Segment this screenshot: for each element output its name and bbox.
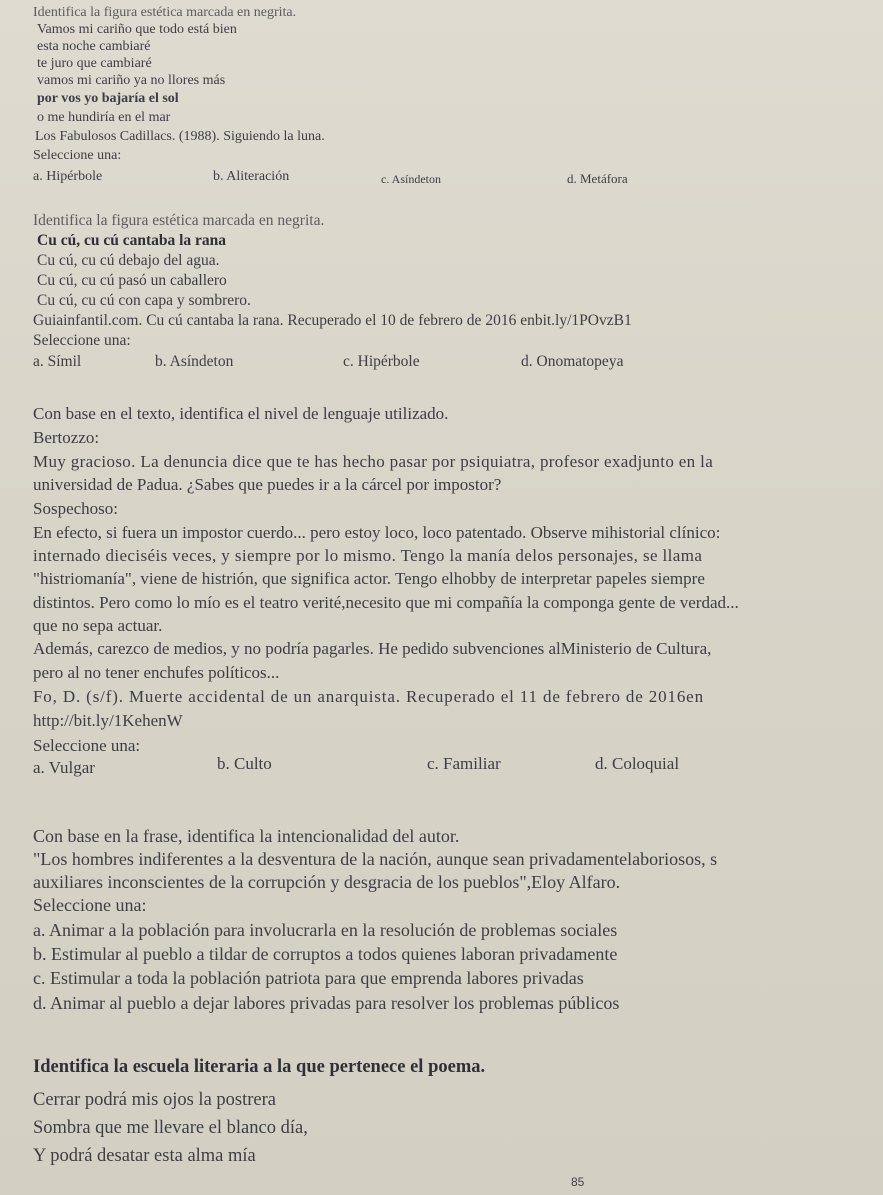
q4-option-a[interactable]: a. Animar a la población para involucrarla en la resolución de problemas sociales	[33, 920, 618, 940]
q3-text-1-line-1: Muy gracioso. La denuncia dice que te has hecho pasar por psiquiatra, profesor exadjunto en la	[33, 452, 714, 471]
q1-line-5-bold: por vos yo bajaría el sol	[37, 91, 179, 106]
q2-source: Guiainfantil.com. Cu cú cantaba la rana. Recuperado el 10 de febrero de 2016 enbit.ly/1POvzB1	[33, 312, 632, 329]
q3-text-2-line-2: internado dieciséis veces, y siempre por lo mismo. Tengo la manía delos personajes, se llama	[33, 546, 703, 565]
q3-text-2-line-4: distintos. Pero como lo mío es el teatro verité,necesito que mi compañía la componga gente de verdad...	[33, 593, 739, 612]
q2-option-c[interactable]: c. Hipérbole	[343, 353, 420, 370]
q1-option-b[interactable]: b. Aliteración	[213, 169, 290, 184]
q1-option-a[interactable]: a. Hipérbole	[33, 169, 103, 184]
q4-option-b[interactable]: b. Estimular al pueblo a tildar de corruptos a todos quienes laboran privadamente	[33, 944, 618, 964]
q2-line-4: Cu cú, cu cú con capa y sombrero.	[37, 292, 251, 309]
page-number: 85	[571, 1175, 585, 1189]
q3-text-2-line-5: que no sepa actuar.	[33, 616, 163, 635]
q1-option-d[interactable]: d. Metáfora	[567, 171, 628, 186]
q1-line-4: vamos mi cariño ya no llores más	[37, 73, 226, 88]
q4-option-d[interactable]: d. Animar al pueblo a dejar labores privadas para resolver los problemas públicos	[33, 993, 620, 1013]
q1-select-label: Seleccione una:	[33, 148, 122, 163]
q3-source-line-2: http://bit.ly/1KehenW	[33, 711, 183, 730]
q4-quote-line-1: "Los hombres indiferentes a la desventura de la nación, aunque sean privadamentelaboriosos, s	[33, 849, 718, 869]
q4-option-c[interactable]: c. Estimular a toda la población patriota para que emprenda labores privadas	[33, 968, 584, 988]
q3-select-label: Seleccione una:	[33, 736, 141, 755]
q3-text-1-line-2: universidad de Padua. ¿Sabes que puedes ir a la cárcel por impostor?	[33, 475, 502, 494]
q2-instruction: Identifica la figura estética marcada en negrita.	[33, 212, 325, 229]
q2-line-1-bold: Cu cú, cu cú cantaba la rana	[37, 232, 227, 249]
q1-option-c[interactable]: c. Asíndeton	[381, 172, 441, 186]
q3-source-line-1: Fo, D. (s/f). Muerte accidental de un anarquista. Recuperado el 11 de febrero de 2016en	[33, 687, 704, 706]
q2-option-d[interactable]: d. Onomatopeya	[521, 353, 624, 370]
q1-line-2: esta noche cambiaré	[37, 39, 151, 54]
q2-select-label: Seleccione una:	[33, 332, 131, 349]
q3-option-d[interactable]: d. Coloquial	[595, 754, 680, 773]
q4-select-label: Seleccione una:	[33, 895, 147, 915]
q1-line-3: te juro que cambiaré	[37, 56, 152, 71]
q1-source: Los Fabulosos Cadillacs. (1988). Siguiendo la luna.	[35, 129, 325, 144]
q5-line-2: Sombra que me llevare el blanco día,	[33, 1118, 308, 1138]
q1-line-1: Vamos mi cariño que todo está bien	[37, 22, 237, 37]
q2-line-2: Cu cú, cu cú debajo del agua.	[37, 252, 220, 269]
q3-option-b[interactable]: b. Culto	[217, 754, 272, 773]
q5-instruction: Identifica la escuela literaria a la que pertenece el poema.	[33, 1057, 486, 1077]
q2-line-3: Cu cú, cu cú pasó un caballero	[37, 272, 227, 289]
q5-line-3: Y podrá desatar esta alma mía	[33, 1146, 256, 1166]
q2-option-a[interactable]: a. Símil	[33, 353, 82, 370]
q3-option-c[interactable]: c. Familiar	[427, 754, 501, 773]
q3-text-2-line-7: pero al no tener enchufes políticos...	[33, 663, 280, 682]
q4-quote-line-2: auxiliares inconscientes de la corrupción y desgracia de los pueblos",Eloy Alfaro.	[33, 872, 621, 892]
q3-speaker-2: Sospechoso:	[33, 499, 118, 518]
q3-option-a[interactable]: a. Vulgar	[33, 758, 95, 777]
q3-speaker-1: Bertozzo:	[33, 428, 100, 447]
q2-option-b[interactable]: b. Asíndeton	[155, 353, 234, 370]
q3-instruction: Con base en el texto, identifica el nivel de lenguaje utilizado.	[33, 404, 449, 423]
q4-instruction: Con base en la frase, identifica la intencionalidad del autor.	[33, 826, 460, 846]
q3-text-2-line-6: Además, carezco de medios, y no podría pagarles. He pedido subvenciones alMinisterio de Cultura,	[33, 639, 712, 658]
q1-instruction: Identifica la figura estética marcada en negrita.	[33, 5, 297, 20]
q5-line-1: Cerrar podrá mis ojos la postrera	[33, 1090, 276, 1110]
q3-text-2-line-3: "histriomanía", viene de histrión, que significa actor. Tengo elhobby de interpretar papeles siempre	[33, 569, 705, 588]
q3-text-2-line-1: En efecto, si fuera un impostor cuerdo... pero estoy loco, loco patentado. Observe mihistorial clínico:	[33, 523, 721, 542]
q1-line-6: o me hundiría en el mar	[37, 110, 171, 125]
